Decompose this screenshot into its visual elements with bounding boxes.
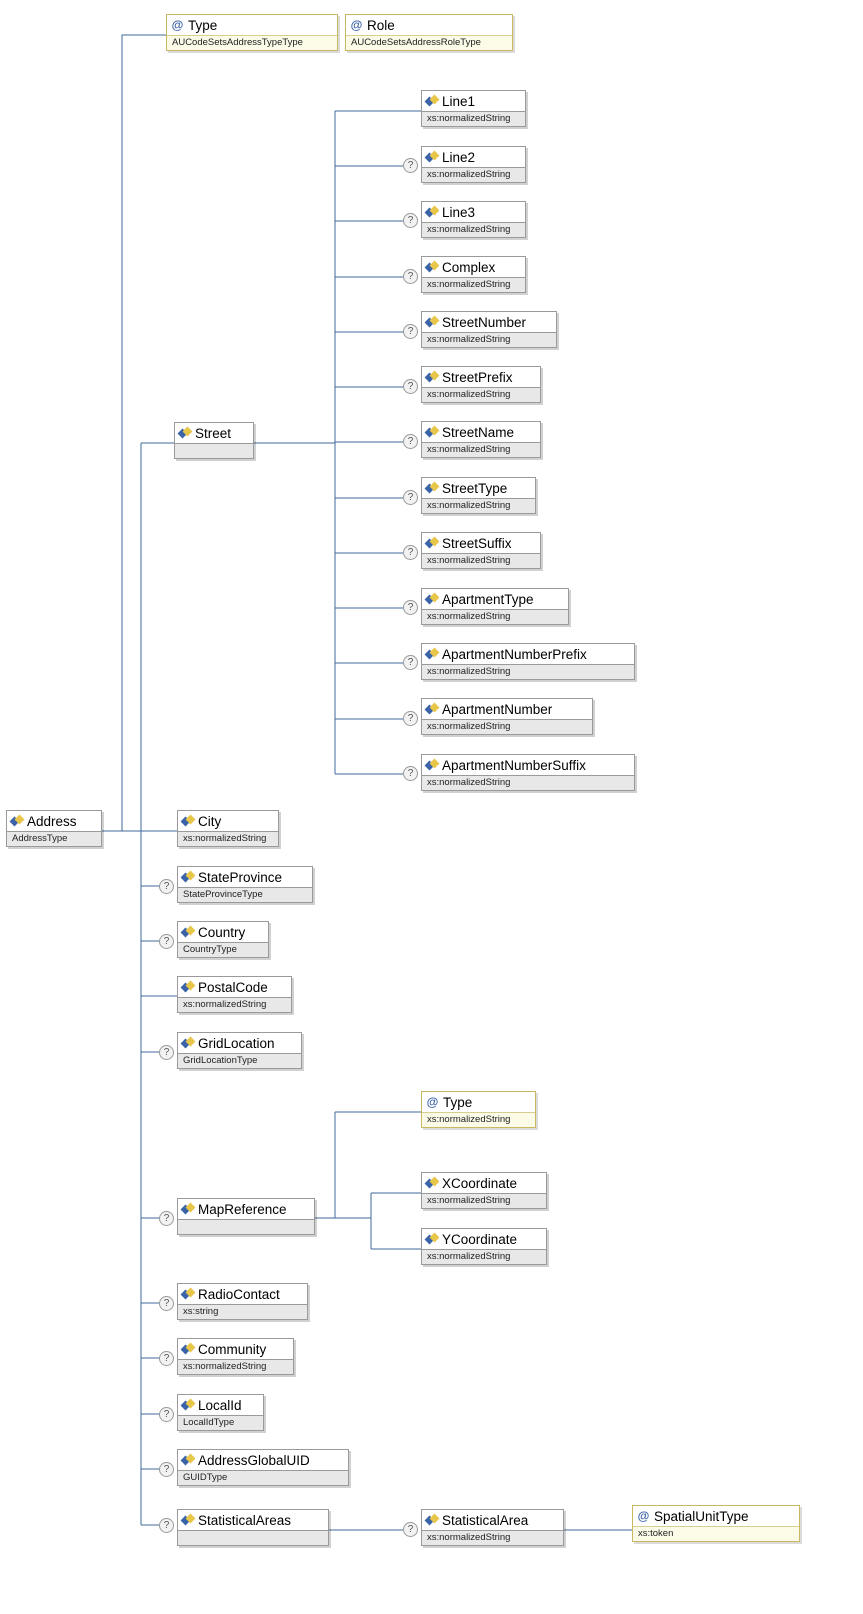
node-type: GUIDType	[178, 1471, 348, 1485]
optional-question-icon: ?	[159, 934, 174, 949]
node-type: xs:normalizedString	[422, 278, 525, 292]
optional-question-icon: ?	[403, 655, 418, 670]
node-gridlocation[interactable]	[177, 1032, 302, 1069]
node-streetprefix-header	[422, 367, 540, 388]
node-label: LocalId	[198, 1397, 242, 1413]
node-type: CountryType	[178, 943, 268, 957]
optional-question-icon: ?	[159, 1296, 174, 1311]
node-label: PostalCode	[198, 979, 268, 995]
node-label: RadioContact	[198, 1286, 280, 1302]
element-icon	[182, 1455, 194, 1466]
node-label: Street	[195, 425, 232, 441]
element-icon	[182, 872, 194, 883]
optional-question-icon: ?	[403, 324, 418, 339]
node-type: StateProvinceType	[178, 888, 312, 902]
node-label: StreetSuffix	[442, 535, 512, 551]
node-label: Type	[443, 1094, 473, 1110]
node-addressglobaluid-header	[178, 1450, 348, 1471]
attribute-icon: @	[171, 17, 184, 32]
optional-question-icon: ?	[159, 879, 174, 894]
node-xcoordinate[interactable]	[421, 1172, 547, 1209]
node-localid-header	[178, 1395, 263, 1416]
element-icon	[11, 816, 23, 827]
optional-question-icon: ?	[159, 1211, 174, 1226]
node-apartmentnumbersuffix-header	[422, 755, 634, 776]
node-label: MapReference	[198, 1201, 287, 1217]
node-type: xs:normalizedString	[178, 1360, 293, 1374]
optional-question-icon: ?	[403, 766, 418, 781]
node-label: GridLocation	[198, 1035, 275, 1051]
element-icon	[182, 1400, 194, 1411]
node-street[interactable]	[174, 422, 254, 459]
node-streetnumber-header	[422, 312, 556, 333]
attribute-icon: @	[426, 1094, 439, 1109]
node-label: StatisticalArea	[442, 1512, 529, 1528]
node-streettype[interactable]	[421, 477, 536, 514]
element-icon	[426, 427, 438, 438]
node-label: YCoordinate	[442, 1231, 518, 1247]
node-streetsuffix[interactable]	[421, 532, 541, 569]
node-apartmenttype[interactable]	[421, 588, 569, 625]
node-addressglobaluid[interactable]	[177, 1449, 349, 1486]
node-postalcode-header	[178, 977, 291, 998]
optional-question-icon: ?	[159, 1518, 174, 1533]
element-icon	[426, 152, 438, 163]
node-attr-spatialunittype[interactable]	[632, 1505, 800, 1542]
optional-question-icon: ?	[403, 600, 418, 615]
element-icon	[426, 1178, 438, 1189]
node-apartmentnumber-header	[422, 699, 592, 720]
node-localid[interactable]	[177, 1394, 264, 1431]
node-community-header	[178, 1339, 293, 1360]
node-label: ApartmentType	[442, 591, 534, 607]
element-icon	[426, 760, 438, 771]
node-apartmentnumberprefix-header	[422, 644, 634, 665]
node-type: xs:normalizedString	[422, 388, 540, 402]
node-type: AUCodeSetsAddressTypeType	[167, 36, 337, 50]
node-streetsuffix-header	[422, 533, 540, 554]
node-type: xs:normalizedString	[422, 333, 556, 347]
node-statisticalarea[interactable]	[421, 1509, 564, 1546]
node-apartmentnumberprefix[interactable]	[421, 643, 635, 680]
node-address-header	[7, 811, 101, 832]
node-city-header	[178, 811, 278, 832]
element-icon	[182, 927, 194, 938]
node-type: AddressType	[7, 832, 101, 846]
node-label: StateProvince	[198, 869, 283, 885]
node-line3-header	[422, 202, 525, 223]
element-icon	[426, 594, 438, 605]
node-attr-spatialunittype-header	[633, 1506, 799, 1527]
node-streetname-header	[422, 422, 540, 443]
optional-question-icon: ?	[159, 1462, 174, 1477]
node-type: xs:normalizedString	[422, 776, 634, 790]
node-label: StreetPrefix	[442, 369, 513, 385]
node-statisticalareas-header	[178, 1510, 328, 1531]
node-label: Type	[188, 17, 218, 33]
attribute-icon: @	[350, 17, 363, 32]
node-type: xs:normalizedString	[422, 610, 568, 624]
node-label: Line1	[442, 93, 476, 109]
node-label: XCoordinate	[442, 1175, 518, 1191]
optional-question-icon: ?	[403, 1522, 418, 1537]
node-radiocontact-header	[178, 1284, 307, 1305]
optional-question-icon: ?	[159, 1351, 174, 1366]
node-line1-header	[422, 91, 525, 112]
element-icon	[182, 1289, 194, 1300]
node-label: ApartmentNumber	[442, 701, 553, 717]
node-gridlocation-header	[178, 1033, 301, 1054]
node-label: Complex	[442, 259, 496, 275]
node-type: xs:normalizedString	[422, 443, 540, 457]
node-label: City	[198, 813, 222, 829]
node-mapreference[interactable]	[177, 1198, 315, 1235]
node-apartmentnumber[interactable]	[421, 698, 593, 735]
node-line3[interactable]	[421, 201, 526, 238]
node-ycoordinate-header	[422, 1229, 546, 1250]
node-type: AUCodeSetsAddressRoleType	[346, 36, 512, 50]
node-community[interactable]	[177, 1338, 294, 1375]
node-streetnumber[interactable]	[421, 311, 557, 348]
element-icon	[182, 1515, 194, 1526]
node-complex-header	[422, 257, 525, 278]
node-street-header	[175, 423, 253, 444]
node-stateprovince-header	[178, 867, 312, 888]
optional-question-icon: ?	[159, 1407, 174, 1422]
node-type: xs:normalizedString	[422, 1250, 546, 1264]
node-type: xs:normalizedString	[178, 832, 278, 846]
optional-question-icon: ?	[159, 1045, 174, 1060]
node-type	[175, 444, 253, 458]
node-attr-type-header	[167, 15, 337, 36]
element-icon	[426, 207, 438, 218]
node-type: xs:normalizedString	[422, 223, 525, 237]
node-streetname[interactable]	[421, 421, 541, 458]
node-label: AddressGlobalUID	[198, 1452, 310, 1468]
node-type	[178, 1531, 328, 1545]
optional-question-icon: ?	[403, 379, 418, 394]
node-postalcode[interactable]	[177, 976, 292, 1013]
node-ycoordinate[interactable]	[421, 1228, 547, 1265]
node-country-header	[178, 922, 268, 943]
node-type: xs:string	[178, 1305, 307, 1319]
element-icon	[426, 262, 438, 273]
node-label: StreetName	[442, 424, 515, 440]
optional-question-icon: ?	[403, 434, 418, 449]
node-statisticalareas[interactable]	[177, 1509, 329, 1546]
node-apartmenttype-header	[422, 589, 568, 610]
element-icon	[179, 428, 191, 439]
node-statisticalarea-header	[422, 1510, 563, 1531]
node-radiocontact[interactable]	[177, 1283, 308, 1320]
node-address[interactable]	[6, 810, 102, 847]
element-icon	[426, 649, 438, 660]
node-type: xs:normalizedString	[422, 1194, 546, 1208]
node-line2-header	[422, 147, 525, 168]
node-type: xs:normalizedString	[422, 499, 535, 513]
node-label: StreetType	[442, 480, 508, 496]
element-icon	[426, 704, 438, 715]
element-icon	[426, 317, 438, 328]
element-icon	[182, 1038, 194, 1049]
node-attr-type[interactable]	[166, 14, 338, 51]
node-type: GridLocationType	[178, 1054, 301, 1068]
node-type: xs:normalizedString	[422, 665, 634, 679]
node-type: xs:normalizedString	[422, 720, 592, 734]
node-complex[interactable]	[421, 256, 526, 293]
element-icon	[182, 1204, 194, 1215]
element-icon	[426, 538, 438, 549]
optional-question-icon: ?	[403, 711, 418, 726]
optional-question-icon: ?	[403, 158, 418, 173]
element-icon	[426, 372, 438, 383]
element-icon	[426, 1234, 438, 1245]
node-type: xs:normalizedString	[422, 554, 540, 568]
node-type: LocalIdType	[178, 1416, 263, 1430]
node-label: ApartmentNumberSuffix	[442, 757, 586, 773]
node-label: SpatialUnitType	[654, 1508, 749, 1524]
node-streettype-header	[422, 478, 535, 499]
node-type: xs:normalizedString	[178, 998, 291, 1012]
node-attr-role-header	[346, 15, 512, 36]
node-type	[178, 1220, 314, 1234]
node-apartmentnumbersuffix[interactable]	[421, 754, 635, 791]
node-country[interactable]	[177, 921, 269, 958]
element-icon	[426, 96, 438, 107]
node-xcoordinate-header	[422, 1173, 546, 1194]
node-attr-role[interactable]	[345, 14, 513, 51]
optional-question-icon: ?	[403, 490, 418, 505]
node-streetprefix[interactable]	[421, 366, 541, 403]
node-label: Line3	[442, 204, 476, 220]
node-type: xs:normalizedString	[422, 1531, 563, 1545]
element-icon	[182, 1344, 194, 1355]
node-attr-map-type[interactable]	[421, 1091, 536, 1128]
element-icon	[182, 816, 194, 827]
node-attr-map-type-header	[422, 1092, 535, 1113]
node-label: Line2	[442, 149, 476, 165]
node-label: Role	[367, 17, 395, 33]
node-label: ApartmentNumberPrefix	[442, 646, 587, 662]
element-icon	[426, 483, 438, 494]
node-type: xs:normalizedString	[422, 112, 525, 126]
optional-question-icon: ?	[403, 545, 418, 560]
node-type: xs:normalizedString	[422, 1113, 535, 1127]
node-line2[interactable]	[421, 146, 526, 183]
optional-question-icon: ?	[403, 269, 418, 284]
element-icon	[182, 982, 194, 993]
node-mapreference-header	[178, 1199, 314, 1220]
node-line1[interactable]	[421, 90, 526, 127]
node-label: Address	[27, 813, 77, 829]
node-label: Community	[198, 1341, 267, 1357]
element-icon	[426, 1515, 438, 1526]
node-city[interactable]	[177, 810, 279, 847]
node-label: Country	[198, 924, 246, 940]
node-type: xs:normalizedString	[422, 168, 525, 182]
node-type: xs:token	[633, 1527, 799, 1541]
node-label: StreetNumber	[442, 314, 527, 330]
node-label: StatisticalAreas	[198, 1512, 292, 1528]
attribute-icon: @	[637, 1508, 650, 1523]
optional-question-icon: ?	[403, 213, 418, 228]
node-stateprovince[interactable]	[177, 866, 313, 903]
